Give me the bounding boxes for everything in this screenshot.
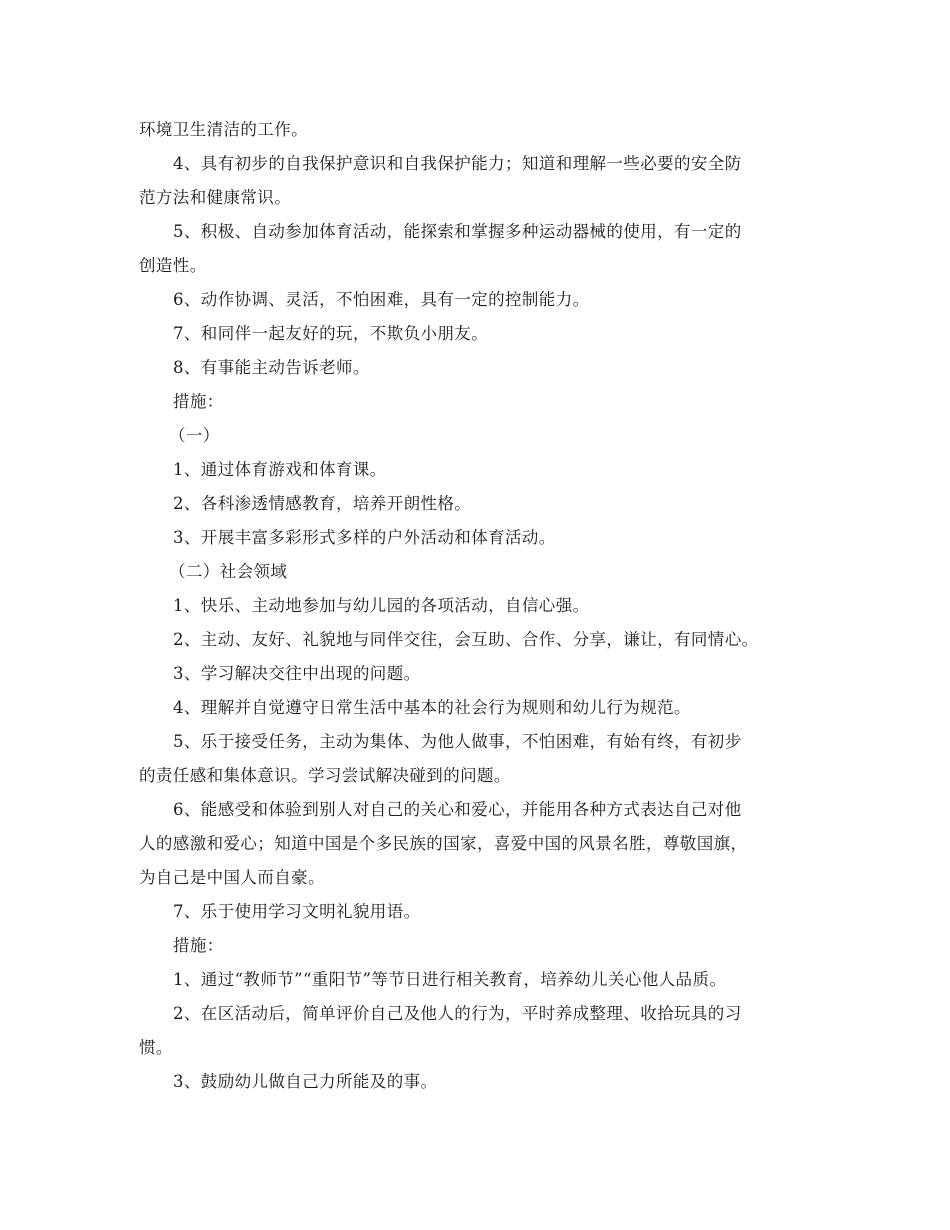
text-line: 3、学习解决交往中出现的问题。 [173, 664, 421, 683]
text-line: 5、乐于接受任务，主动为集体、为他人做事，不怕困难，有始有终，有初步 [173, 732, 742, 751]
text-line: 范方法和健康常识。 [139, 188, 292, 207]
text-line: 创造性。 [139, 256, 207, 275]
text-line: 1、通过体育游戏和体育课。 [173, 460, 387, 479]
text-line: 惯。 [139, 1038, 173, 1057]
text-line: 3、开展丰富多彩形式多样的户外活动和体育活动。 [173, 528, 556, 547]
text-line: 7、和同伴一起友好的玩，不欺负小朋友。 [173, 324, 489, 343]
text-line: 5、积极、自动参加体育活动，能探索和掌握多种运动器械的使用，有一定的 [173, 222, 742, 241]
text-line: 3、鼓励幼儿做自己力所能及的事。 [173, 1072, 438, 1091]
text-line: 2、各科渗透情感教育，培养开朗性格。 [173, 494, 472, 513]
section-heading: （二）社会领域 [169, 562, 288, 581]
text-line: 1、快乐、主动地参加与幼儿园的各项活动，自信心强。 [173, 596, 590, 615]
section-heading: 措施： [173, 936, 224, 955]
text-line: 2、在区活动后，简单评价自己及他人的行为，平时养成整理、收拾玩具的习 [173, 1004, 742, 1023]
text-line: 6、能感受和体验到别人对自己的关心和爱心，并能用各种方式表达自己对他 [173, 800, 742, 819]
text-line: 4、具有初步的自我保护意识和自我保护能力；知道和理解一些必要的安全防 [173, 154, 742, 173]
text-line: 的责任感和集体意识。学习尝试解决碰到的问题。 [139, 766, 511, 785]
text-line: 人的感激和爱心；知道中国是个多民族的国家，喜爱中国的风景名胜，尊敬国旗， [139, 834, 748, 853]
text-line: 环境卫生清洁的工作。 [139, 120, 308, 139]
document-body [139, 113, 819, 1099]
text-line: 1、通过“教师节”“重阳节”等节日进行相关教育，培养幼儿关心他人品质。 [173, 970, 727, 989]
text-line: 为自己是中国人而自豪。 [139, 868, 325, 887]
text-line: 7、乐于使用学习文明礼貌用语。 [173, 902, 421, 921]
text-line: 6、动作协调、灵活，不怕困难，具有一定的控制能力。 [173, 290, 590, 309]
section-heading: 措施： [173, 392, 224, 411]
text-line: 2、主动、友好、礼貌地与同伴交往，会互助、合作、分享，谦让，有同情心。 [173, 630, 759, 649]
text-line: 4、理解并自觉遵守日常生活中基本的社会行为规则和幼儿行为规范。 [173, 698, 691, 717]
text-line: 8、有事能主动告诉老师。 [173, 358, 370, 377]
section-heading: （一） [169, 426, 220, 445]
